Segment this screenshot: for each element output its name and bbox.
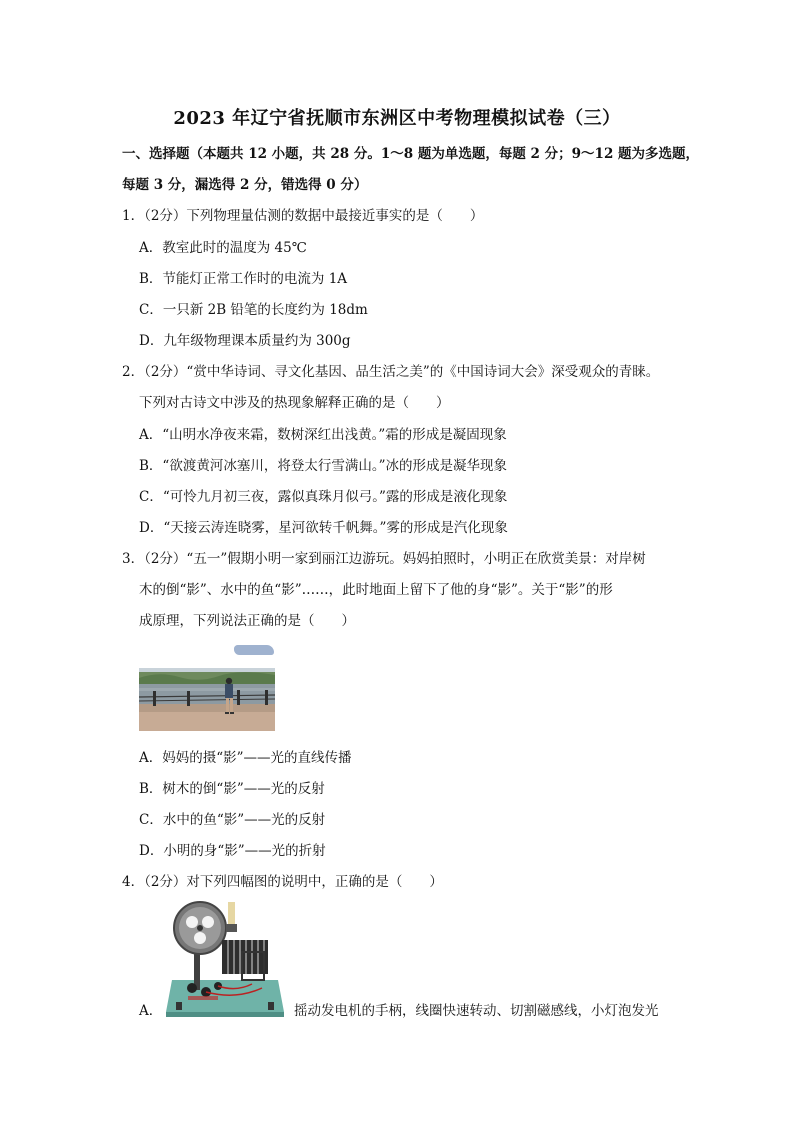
question-2-stem-line2: 下列对古诗文中涉及的热现象解释正确的是（ ）: [139, 395, 450, 411]
question-1-option-a: A．教室此时的温度为 45℃: [139, 240, 307, 256]
hand-crank-generator-image: [166, 900, 284, 1018]
question-2-option-a: A．“山明水净夜来霜，数树深红出浅黄。”霜的形成是凝固现象: [139, 427, 507, 443]
question-2-stem-line1: 2．（2分）“赏中华诗词、寻文化基因、品生活之美”的《中国诗词大会》深受观众的青睐。: [122, 364, 660, 380]
question-1-option-c: C．一只新 2B 铅笔的长度约为 18dm: [139, 302, 368, 318]
question-1-stem: 1．（2分）下列物理量估测的数据中最接近事实的是（ ）: [122, 208, 484, 224]
question-4-stem: 4．（2分）对下列四幅图的说明中，正确的是（ ）: [122, 874, 443, 890]
section-heading-line2: 每题 3 分，漏选得 2 分，错选得 0 分）: [122, 177, 368, 193]
question-1-option-b: B．节能灯正常工作时的电流为 1A: [139, 271, 348, 287]
question-3-option-b: B．树木的倒“影”——光的反射: [139, 781, 325, 797]
lakeside-photo: [139, 668, 275, 731]
question-3-option-a: A．妈妈的摄“影”——光的直线传播: [139, 750, 352, 766]
blue-smudge-mark: [234, 645, 274, 655]
question-4-option-a-label: A．: [139, 1003, 163, 1019]
question-4-option-a-text: 摇动发电机的手柄，线圈快速转动、切割磁感线，小灯泡发光: [294, 1003, 659, 1019]
question-3-stem-line3: 成原理，下列说法正确的是（ ）: [139, 613, 355, 629]
question-2-option-d: D．“天接云涛连晓雾，星河欲转千帆舞。”雾的形成是汽化现象: [139, 520, 508, 536]
question-3-stem-line2: 木的倒“影”、水中的鱼“影”……，此时地面上留下了他的身“影”。关于“影”的形: [139, 582, 613, 598]
question-2-option-b: B．“欲渡黄河冰塞川，将登太行雪满山。”冰的形成是凝华现象: [139, 458, 507, 474]
question-2-option-c: C．“可怜九月初三夜，露似真珠月似弓。”露的形成是液化现象: [139, 489, 508, 505]
question-3-option-c: C．水中的鱼“影”——光的反射: [139, 812, 326, 828]
question-3-option-d: D．小明的身“影”——光的折射: [139, 843, 326, 859]
section-heading-line1: 一、选择题（本题共 12 小题，共 28 分。1～8 题为单选题，每题 2 分；9～12 题为多选题，: [122, 146, 700, 162]
question-3-stem-line1: 3．（2分）“五一”假期小明一家到丽江边游玩。妈妈拍照时，小明正在欣赏美景：对岸树: [122, 551, 646, 567]
question-1-option-d: D．九年级物理课本质量约为 300g: [139, 333, 351, 349]
page-title: 2023 年辽宁省抚顺市东洲区中考物理模拟试卷（三）: [173, 108, 621, 129]
